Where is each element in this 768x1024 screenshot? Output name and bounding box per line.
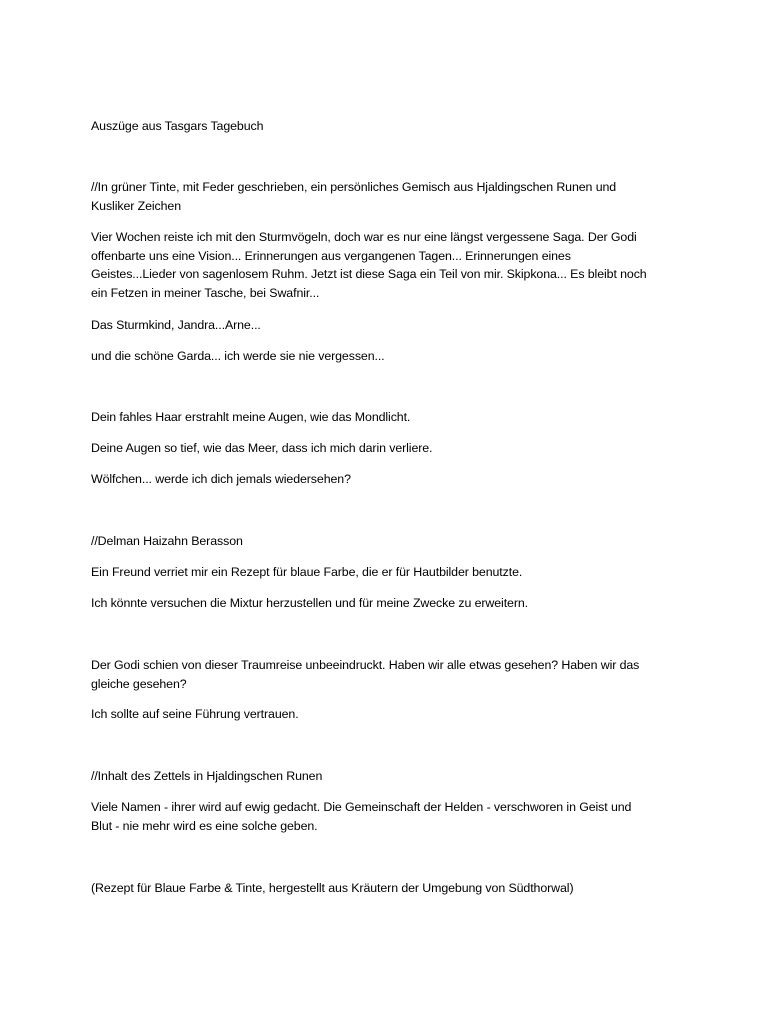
paragraph-journey: Vier Wochen reiste ich mit den Sturmvögeln, doch war es nur eine längst vergessene Saga. Der Godi offenbarte uns eine Vision... Erinnerungen aus vergangenen Tagen... Erinnerungen eines Geistes...Lieder von sagenlosem Ruhm. Jetzt ist diese Saga ein Teil von mir. Skipkona... Es bleibt noch ein Fetzen in meiner Tasche, bei Swafnir... <box>91 230 647 300</box>
paragraph-mixture: Ich könnte versuchen die Mixtur herzustellen und für meine Zwecke zu erweitern. <box>91 596 529 610</box>
paragraph-note-green-ink: //In grüner Tinte, mit Feder geschrieben, ein persönliches Gemisch aus Hjaldingschen Runen und Kusliker Zeichen <box>91 180 617 213</box>
paragraph-woelfchen: Wölfchen... werde ich dich jemals wiedersehen? <box>91 472 351 486</box>
document-title: Auszüge aus Tasgars Tagebuch <box>91 119 264 133</box>
paragraph-recipe-blue: (Rezept für Blaue Farbe & Tinte, hergestellt aus Kräutern der Umgebung von Südthorwal) <box>91 881 574 895</box>
paragraph-eyes: Deine Augen so tief, wie das Meer, dass ich mich darin verliere. <box>91 441 433 455</box>
paragraph-delman-heading: //Delman Haizahn Berasson <box>91 534 243 548</box>
paragraph-sturmkind: Das Sturmkind, Jandra...Arne... <box>91 318 261 332</box>
paragraph-hair: Dein fahles Haar erstrahlt meine Augen, wie das Mondlicht. <box>91 410 411 424</box>
paragraph-names: Viele Namen - ihrer wird auf ewig gedacht. Die Gemeinschaft der Helden - verschworen in Geist und Blut - nie mehr wird es eine solche geben. <box>91 800 632 833</box>
paragraph-trust: Ich sollte auf seine Führung vertrauen. <box>91 707 299 721</box>
paragraph-garda: und die schöne Garda... ich werde sie nie vergessen... <box>91 349 385 363</box>
paragraph-godi-dream: Der Godi schien von dieser Traumreise unbeeindruckt. Haben wir alle etwas gesehen? Haben wir das gleiche gesehen? <box>91 658 640 691</box>
paragraph-note-heading: //Inhalt des Zettels in Hjaldingschen Runen <box>91 769 323 783</box>
paragraph-recipe-friend: Ein Freund verriet mir ein Rezept für blaue Farbe, die er für Hautbilder benutzte. <box>91 565 523 579</box>
